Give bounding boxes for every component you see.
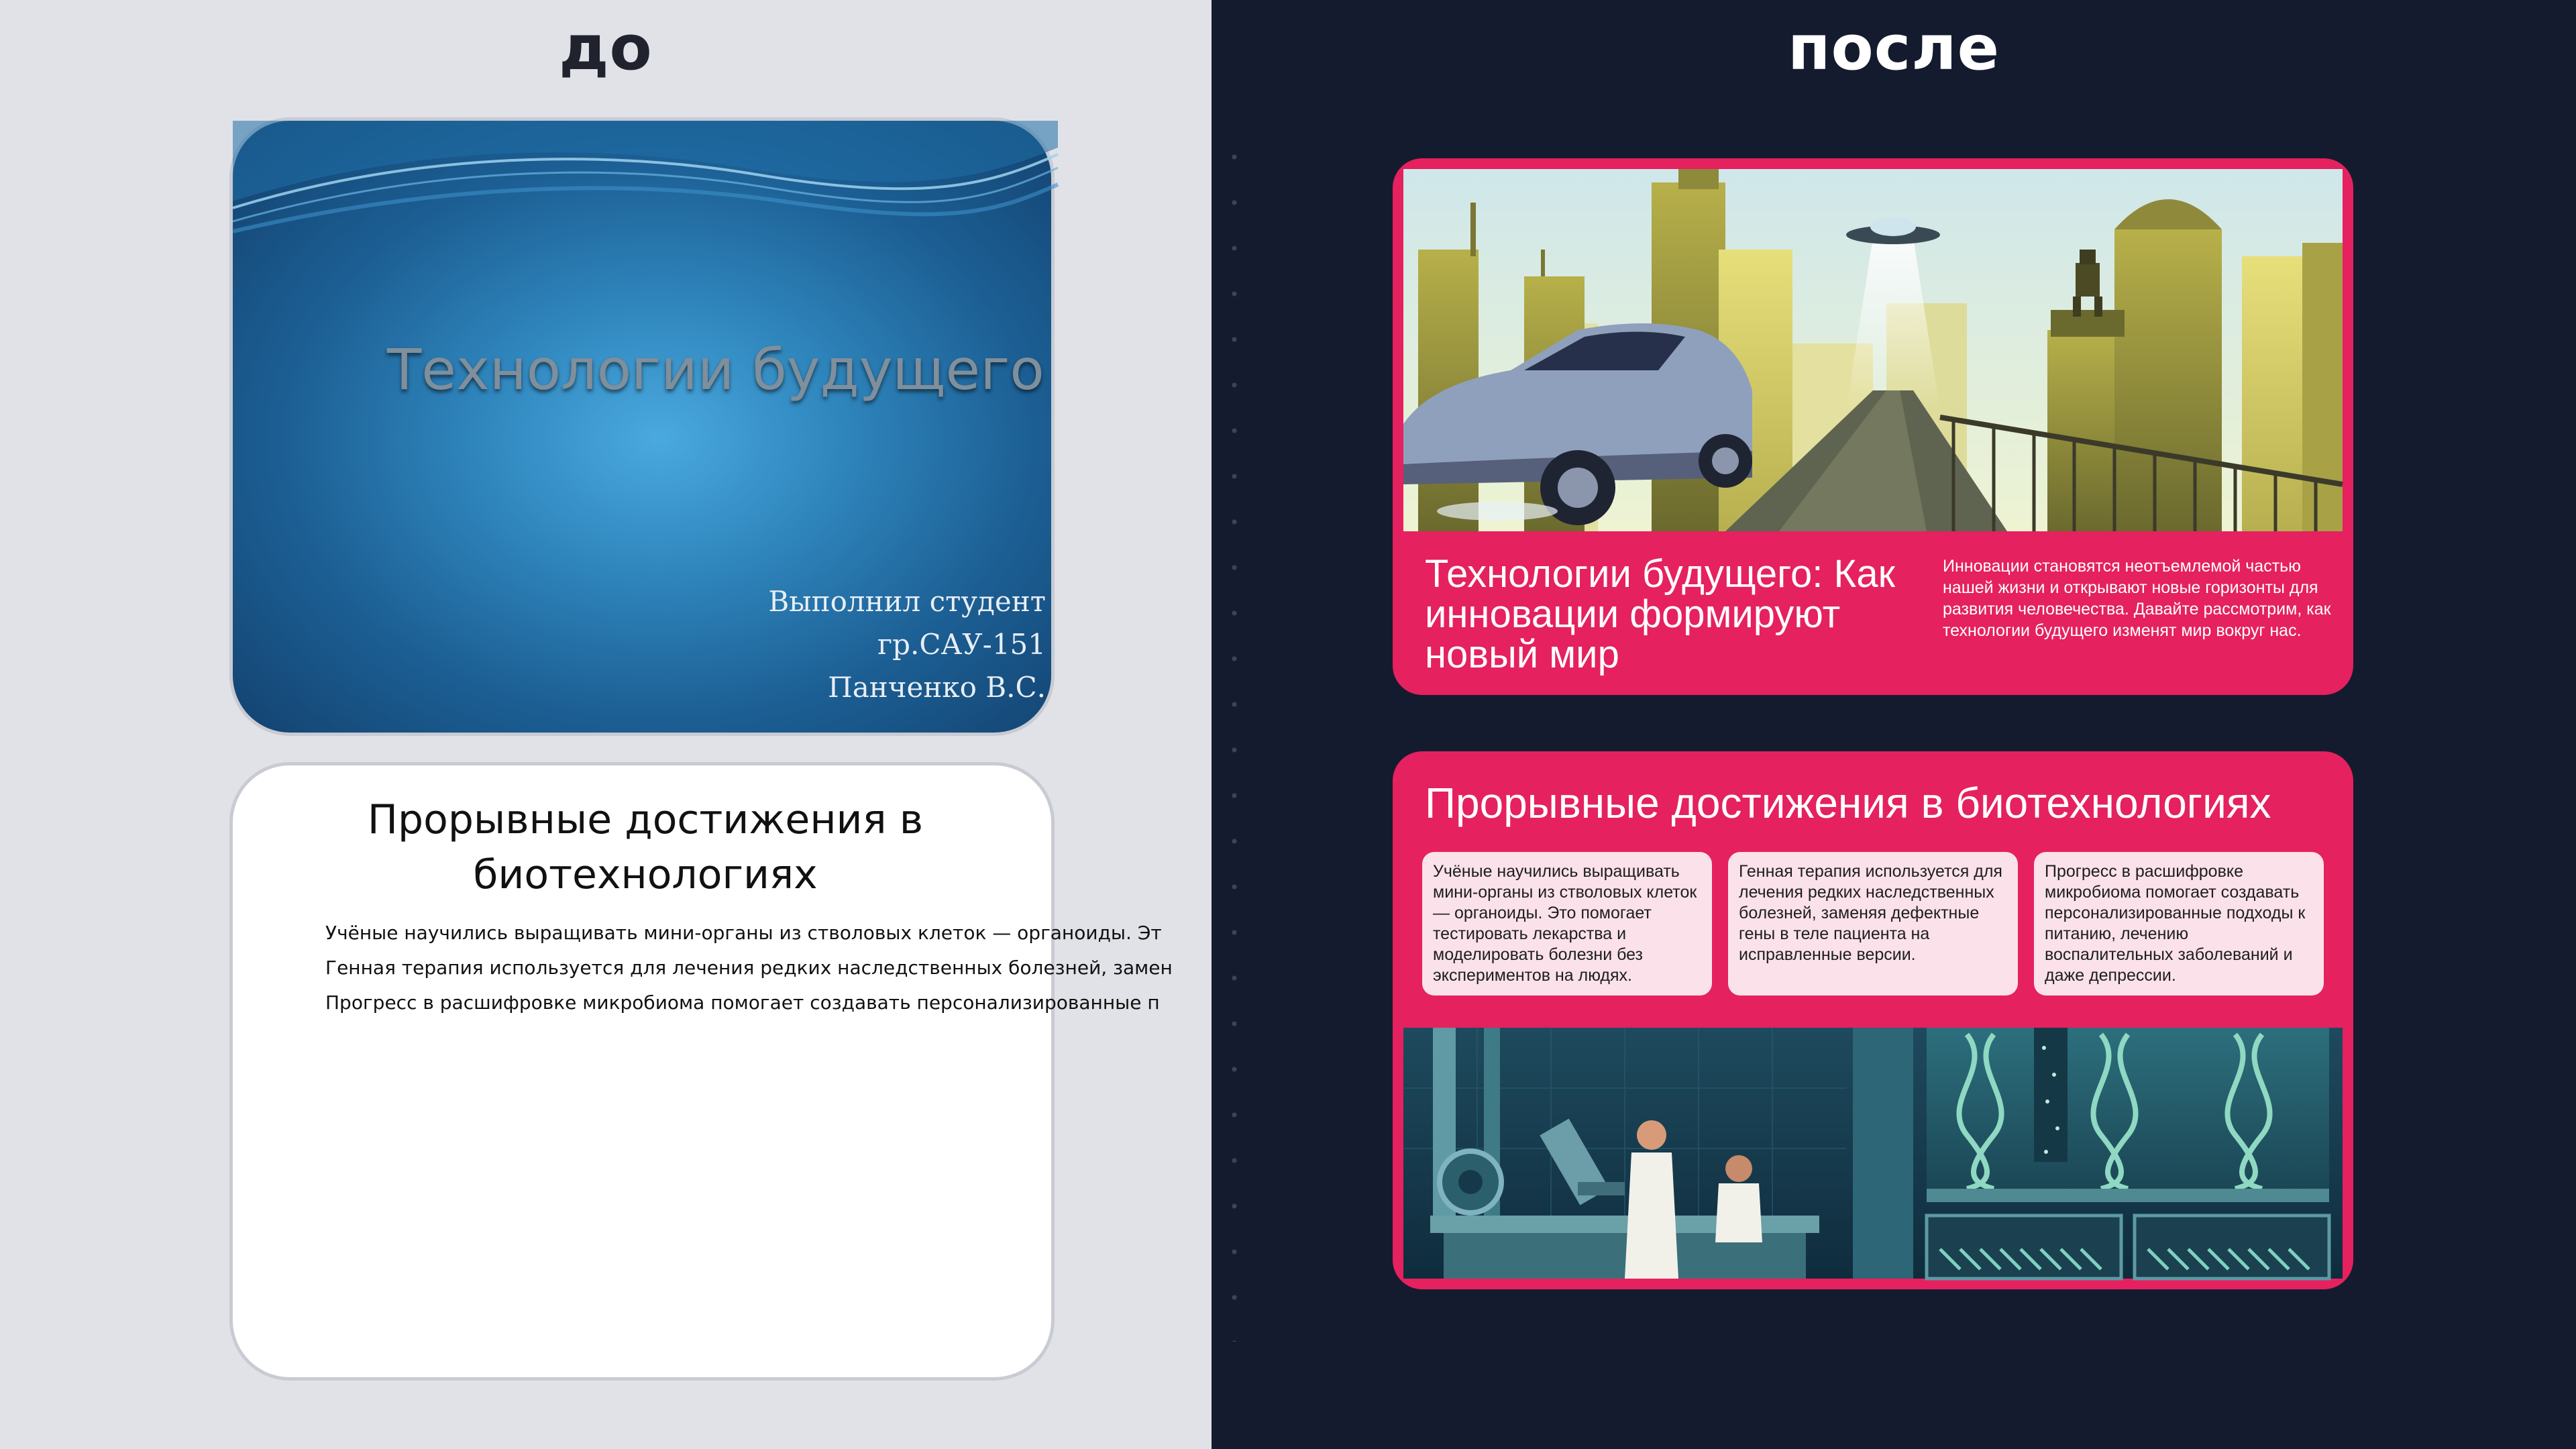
old-paragraph: Учёные научились выращивать мини-органы из стволовых клеток — органоиды. Эт: [325, 922, 1162, 944]
old-slide2-title: Прорывные достижения в биотехнологиях: [367, 796, 924, 898]
before-heading: до: [559, 12, 653, 84]
old-title-slide: [229, 117, 1055, 736]
old-slide-title: Технологии будущего: [387, 337, 1044, 402]
old-content-slide: [229, 762, 1173, 1381]
new-slide-description: Инновации становятся неотъемлемой частью нашей жизни и открывают новые горизонты для развития человечества. Давайте рассмотрим, как технологии будущего изменят мир вокруг нас.: [1943, 557, 2331, 640]
author-line: Выполнил студент: [768, 585, 1046, 618]
old-paragraph: Прогресс в расшифровке микробиома помогает создавать персонализированные п: [325, 991, 1160, 1014]
after-heading: после: [1787, 12, 2000, 84]
new-slide2-title: Прорывные достижения в биотехнологиях: [1425, 779, 2271, 827]
dotted-divider: [1232, 134, 1237, 1342]
biotech-lab-illustration: [1403, 1028, 2343, 1279]
author-group: гр.САУ-151: [877, 628, 1046, 661]
new-slide-title: Технологии будущего: Как инновации формируют новый мир: [1425, 552, 1895, 676]
decorative-wave-icon: [233, 121, 1058, 255]
info-box: Генная терапия используется для лечения редких наследственных болезней, заменяя дефектные гены в теле пациента на исправленные версии.: [1728, 852, 2018, 996]
futuristic-city-illustration: [1403, 169, 2343, 531]
new-title-slide: [1393, 158, 2353, 695]
old-paragraph: Генная терапия используется для лечения редких наследственных болезней, замен: [325, 957, 1173, 979]
before-panel: [0, 0, 1212, 1449]
info-box: Прогресс в расшифровке микробиома помогает создавать персонализированные подходы к питанию, лечению воспалительных заболеваний и даже депрессии.: [2034, 852, 2324, 996]
old-slide2-body: [325, 916, 1265, 1020]
old-slide-author: [768, 580, 1046, 709]
info-box: Учёные научились выращивать мини-органы из стволовых клеток — органоиды. Это помогает тестировать лекарства и моделировать болезни без экспериментов на людях.: [1422, 852, 1712, 996]
new-content-slide: [1393, 751, 2353, 1289]
author-name: Панченко В.С.: [828, 671, 1046, 704]
